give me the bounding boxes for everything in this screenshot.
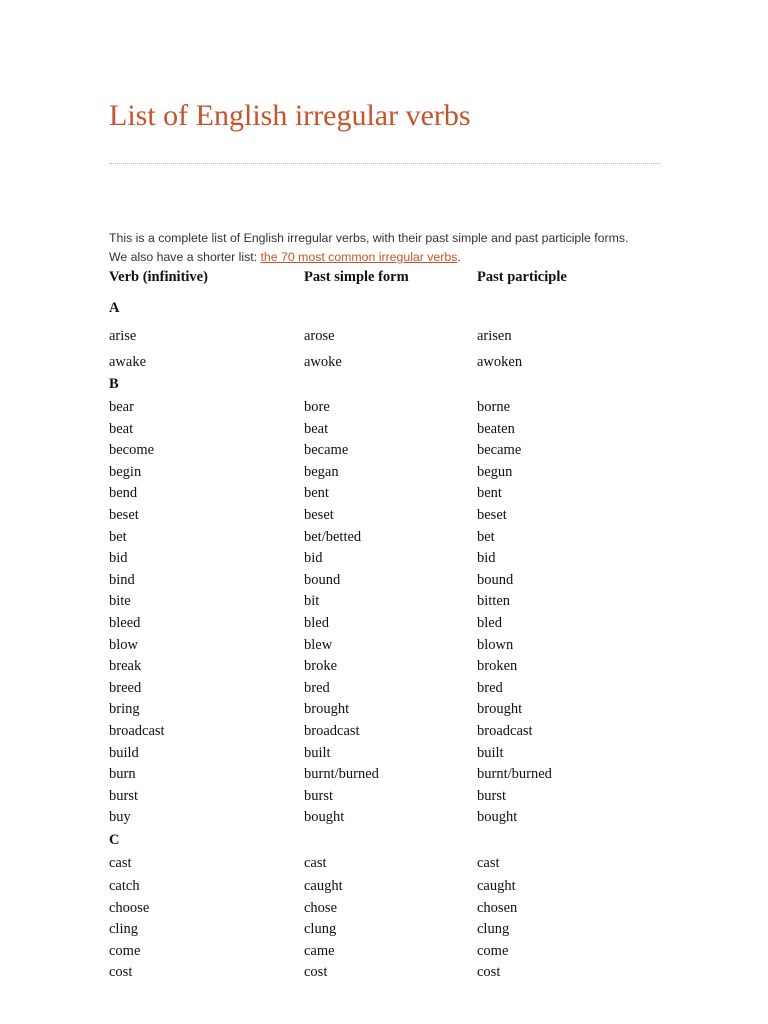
verb-infinitive: bring xyxy=(109,701,140,718)
verb-past-simple: cost xyxy=(304,964,328,981)
page-title: List of English irregular verbs xyxy=(109,99,471,132)
section-letter-b: B xyxy=(109,376,119,392)
verb-infinitive: breed xyxy=(109,679,142,696)
verb-past-participle: broken xyxy=(477,658,518,675)
verb-infinitive: arise xyxy=(109,328,137,344)
header-infinitive: Verb (infinitive) xyxy=(109,269,208,285)
verb-past-simple: arose xyxy=(304,328,335,344)
table-row xyxy=(109,763,669,785)
verb-past-participle: built xyxy=(477,744,504,761)
verb-past-simple: chose xyxy=(304,899,338,916)
intro-line-2-prefix: We also have a shorter list: xyxy=(109,250,261,264)
table-row xyxy=(109,569,669,591)
table-row xyxy=(109,590,669,612)
verb-past-simple: bent xyxy=(304,485,329,502)
verb-infinitive: burn xyxy=(109,766,136,783)
verb-past-participle: arisen xyxy=(477,328,512,344)
intro-paragraph xyxy=(109,229,679,267)
verb-past-simple: caught xyxy=(304,878,343,894)
intro-line-1: This is a complete list of English irregular verbs, with their past simple and past participle forms. xyxy=(109,231,629,245)
table-row xyxy=(109,961,669,983)
verb-infinitive: broadcast xyxy=(109,723,165,739)
verb-infinitive: cost xyxy=(109,964,133,981)
verb-infinitive: bleed xyxy=(109,615,141,631)
table-row xyxy=(109,806,669,828)
verb-past-participle: bitten xyxy=(477,593,511,610)
table-row xyxy=(109,526,669,548)
verb-past-participle: cast xyxy=(477,855,500,871)
table-row xyxy=(109,698,669,720)
verb-past-simple: brought xyxy=(304,701,350,718)
table-row xyxy=(109,655,669,677)
section-letter-c: C xyxy=(109,832,120,848)
verb-past-simple: came xyxy=(304,942,335,959)
verb-infinitive: cling xyxy=(109,921,138,938)
verb-past-simple: awoke xyxy=(304,354,342,370)
verb-past-participle: bound xyxy=(477,571,514,588)
verb-past-participle: begun xyxy=(477,463,513,480)
table-row xyxy=(109,875,669,897)
table-row xyxy=(109,504,669,526)
verb-past-participle: clung xyxy=(477,921,510,938)
table-row xyxy=(109,325,669,347)
verb-past-participle: beaten xyxy=(477,420,515,437)
header-past-participle: Past participle xyxy=(477,269,567,285)
table-row xyxy=(109,852,669,874)
common-verbs-link[interactable]: the 70 most common irregular verbs xyxy=(260,250,458,264)
table-row xyxy=(109,720,669,742)
verb-infinitive: catch xyxy=(109,878,140,894)
verb-past-participle: burnt/burned xyxy=(477,766,552,783)
verb-past-simple: bore xyxy=(304,399,330,415)
verb-infinitive: blow xyxy=(109,636,138,653)
verb-infinitive: bite xyxy=(109,593,131,610)
table-row xyxy=(109,634,669,656)
verb-infinitive: bind xyxy=(109,571,135,588)
verb-infinitive: choose xyxy=(109,899,150,916)
verb-infinitive: beat xyxy=(109,420,134,437)
verb-past-simple: broadcast xyxy=(304,723,360,739)
table-row xyxy=(109,418,669,440)
verb-past-participle: bred xyxy=(477,679,503,696)
table-row xyxy=(109,547,669,569)
table-row xyxy=(109,612,669,634)
table-row xyxy=(109,742,669,764)
intro-line-2-suffix: . xyxy=(457,250,461,264)
verb-past-simple: bit xyxy=(304,593,320,610)
verb-past-simple: beat xyxy=(304,420,329,437)
table-row xyxy=(109,482,669,504)
verb-past-participle: bet xyxy=(477,528,495,545)
verb-infinitive: buy xyxy=(109,809,131,826)
title-divider xyxy=(109,163,660,164)
verb-infinitive: bend xyxy=(109,485,138,502)
verb-infinitive: become xyxy=(109,442,155,459)
verb-past-participle: come xyxy=(477,942,509,959)
verb-past-participle: caught xyxy=(477,878,516,894)
verb-past-simple: bought xyxy=(304,809,345,826)
verb-past-simple: clung xyxy=(304,921,337,938)
table-row xyxy=(109,677,669,699)
verb-past-participle: bid xyxy=(477,550,496,567)
section-letter-a: A xyxy=(109,300,120,316)
table-row xyxy=(109,396,669,418)
verb-infinitive: bear xyxy=(109,399,134,415)
verb-past-participle: bought xyxy=(477,809,518,826)
verb-past-simple: bred xyxy=(304,679,330,696)
table-row xyxy=(109,897,669,919)
table-row xyxy=(109,461,669,483)
verb-past-simple: bled xyxy=(304,615,329,631)
verb-past-simple: bound xyxy=(304,571,341,588)
verb-past-simple: broke xyxy=(304,658,338,675)
verb-past-simple: beset xyxy=(304,507,334,523)
verb-past-simple: blew xyxy=(304,636,333,653)
verb-infinitive: come xyxy=(109,942,141,959)
verb-past-participle: bent xyxy=(477,485,502,502)
table-row xyxy=(109,351,669,373)
verb-infinitive: burst xyxy=(109,787,138,804)
table-row xyxy=(109,940,669,962)
verb-past-participle: blown xyxy=(477,636,514,653)
table-header-row xyxy=(109,266,669,288)
verb-past-participle: beset xyxy=(477,507,507,523)
verb-infinitive: build xyxy=(109,744,139,761)
verb-past-participle: brought xyxy=(477,701,523,718)
verb-past-simple: built xyxy=(304,744,331,761)
verb-infinitive: awake xyxy=(109,354,147,370)
verb-past-simple: burst xyxy=(304,787,333,804)
verb-past-simple: bet/betted xyxy=(304,528,362,545)
verb-past-simple: became xyxy=(304,442,349,459)
verb-past-simple: burnt/burned xyxy=(304,766,379,783)
verb-past-simple: began xyxy=(304,463,339,480)
intro-line-2 xyxy=(109,248,679,267)
verb-past-simple: bid xyxy=(304,550,323,567)
verb-past-participle: burst xyxy=(477,787,506,804)
verb-infinitive: cast xyxy=(109,855,132,871)
verb-infinitive: bet xyxy=(109,528,127,545)
verb-past-participle: cost xyxy=(477,964,501,981)
verb-past-simple: cast xyxy=(304,855,327,871)
verb-infinitive: break xyxy=(109,658,142,675)
header-past-simple: Past simple form xyxy=(304,269,409,285)
verb-past-participle: became xyxy=(477,442,522,459)
verb-past-participle: chosen xyxy=(477,899,518,916)
verb-past-participle: broadcast xyxy=(477,723,533,739)
verb-infinitive: begin xyxy=(109,463,142,480)
table-row xyxy=(109,918,669,940)
verb-past-participle: bled xyxy=(477,615,502,631)
verb-past-participle: awoken xyxy=(477,354,523,370)
verb-past-participle: borne xyxy=(477,399,511,415)
table-row xyxy=(109,785,669,807)
table-row xyxy=(109,439,669,461)
verb-infinitive: beset xyxy=(109,507,139,523)
verb-infinitive: bid xyxy=(109,550,128,567)
